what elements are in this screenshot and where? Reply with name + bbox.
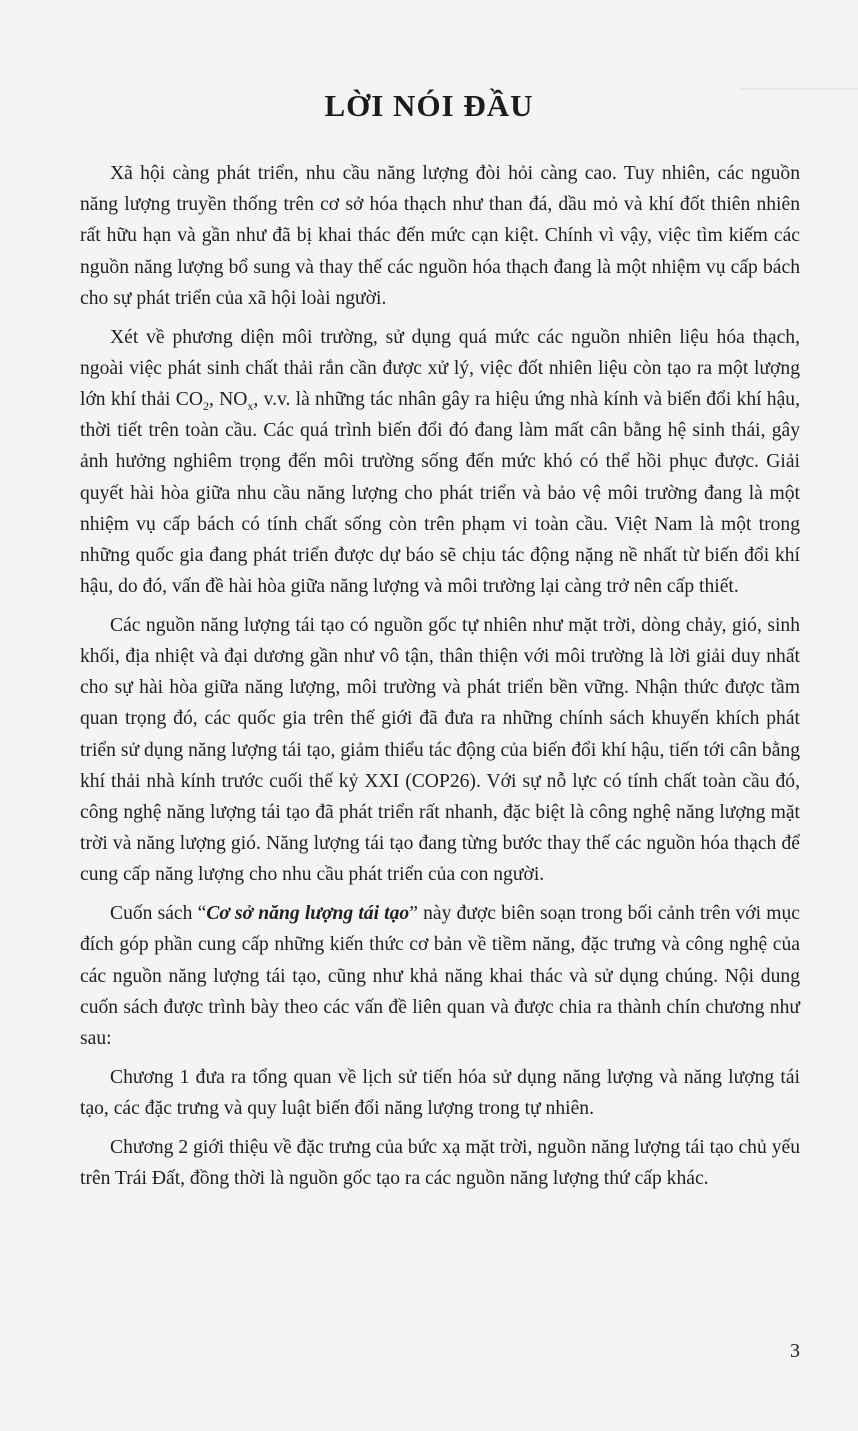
page-title: LỜI NÓI ĐẦU [324, 88, 534, 123]
paragraph-2-part-3: , v.v. là những tác nhân gây ra hiệu ứng nhà kính và biến đổi khí hậu, thời tiết trên toàn cầu. Các quá trình biến đổi đó đang làm mất cân bằng hệ sinh thái, gây ảnh hưởng nghiêm trọng đến môi trường sống đến mức khó có thể hồi phục được. Giải quyết hài hòa giữa nhu cầu năng lượng cho phát triển và bảo vệ môi trường đang là một nhiệm vụ cấp bách có tính chất sống còn trên phạm vi toàn cầu. Việt Nam là một trong những quốc gia đang phát triển được dự báo sẽ chịu tác động nặng nề nhất từ biến đổi khí hậu, do đó, vấn đề hài hòa giữa năng lượng và môi trường lại càng trở nên cấp thiết. [80, 388, 800, 598]
preface-body [80, 158, 800, 1202]
paragraph-2-part-2: , NO [208, 388, 248, 410]
nox-subscript: x [247, 398, 254, 413]
paragraph-4-after: ” này được biên soạn trong bối cảnh trên với mục đích góp phần cung cấp những kiến thức cơ bản về tiềm năng, đặc trưng và công nghệ của các nguồn năng lượng tái tạo, cũng như khả năng khai thác và sử dụng chúng. Nội dung cuốn sách được trình bày theo các vấn đề liên quan và được chia ra thành chín chương như sau: [80, 903, 800, 1049]
book-title: Cơ sở năng lượng tái tạo [206, 903, 410, 925]
paragraph-2-part-1: Xét về phương diện môi trường, sử dụng quá mức các nguồn nhiên liệu hóa thạch, ngoài việc phát sinh chất thải rắn cần được xử lý, việc đốt nhiên liệu còn tạo ra một lượng lớn khí thải CO [80, 326, 800, 410]
paragraph-5: Chương 1 đưa ra tổng quan về lịch sử tiến hóa sử dụng năng lượng và năng lượng tái tạo, các đặc trưng và quy luật biến đổi năng lượng trong tự nhiên. [80, 1066, 800, 1119]
paragraph-4 [80, 898, 800, 1054]
paragraph-6: Chương 2 giới thiệu về đặc trưng của bức xạ mặt trời, nguồn năng lượng tái tạo chủ yếu trên Trái Đất, đồng thời là nguồn gốc tạo ra các nguồn năng lượng thứ cấp khác. [80, 1136, 800, 1189]
paragraph-1: Xã hội càng phát triển, nhu cầu năng lượng đòi hỏi càng cao. Tuy nhiên, các nguồn năng lượng truyền thống trên cơ sở hóa thạch như than đá, dầu mỏ và khí đốt thiên nhiên rất hữu hạn và gần như đã bị khai thác đến mức cạn kiệt. Chính vì vậy, việc tìm kiếm các nguồn năng lượng bổ sung và thay thế các nguồn hóa thạch đang là một nhiệm vụ cấp bách cho sự phát triển của xã hội loài người. [80, 163, 800, 309]
paragraph-4-before: Cuốn sách “ [110, 903, 207, 925]
paragraph-3: Các nguồn năng lượng tái tạo có nguồn gốc tự nhiên như mặt trời, dòng chảy, gió, sinh khối, địa nhiệt và đại dương gần như vô tận, thân thiện với môi trường là lời giải duy nhất cho sự hài hòa giữa năng lượng, môi trường và phát triển bền vững. Nhận thức được tầm quan trọng đó, các quốc gia trên thế giới đã đưa ra những chính sách khuyến khích phát triển sử dụng năng lượng tái tạo, giảm thiểu tác động của biến đổi khí hậu, tiến tới cân bằng khí thải nhà kính trước cuối thế kỷ XXI (COP26). Với sự nỗ lực có tính chất toàn cầu đó, công nghệ năng lượng tái tạo đã phát triển rất nhanh, đặc biệt là công nghệ năng lượng mặt trời và năng lượng gió. Năng lượng tái tạo đang từng bước thay thế các nguồn hóa thạch để cung cấp năng lượng cho nhu cầu phát triển của con người. [80, 614, 800, 886]
page-number: 3 [790, 1340, 800, 1362]
paragraph-2 [80, 322, 800, 603]
co2-subscript: 2 [202, 398, 209, 413]
